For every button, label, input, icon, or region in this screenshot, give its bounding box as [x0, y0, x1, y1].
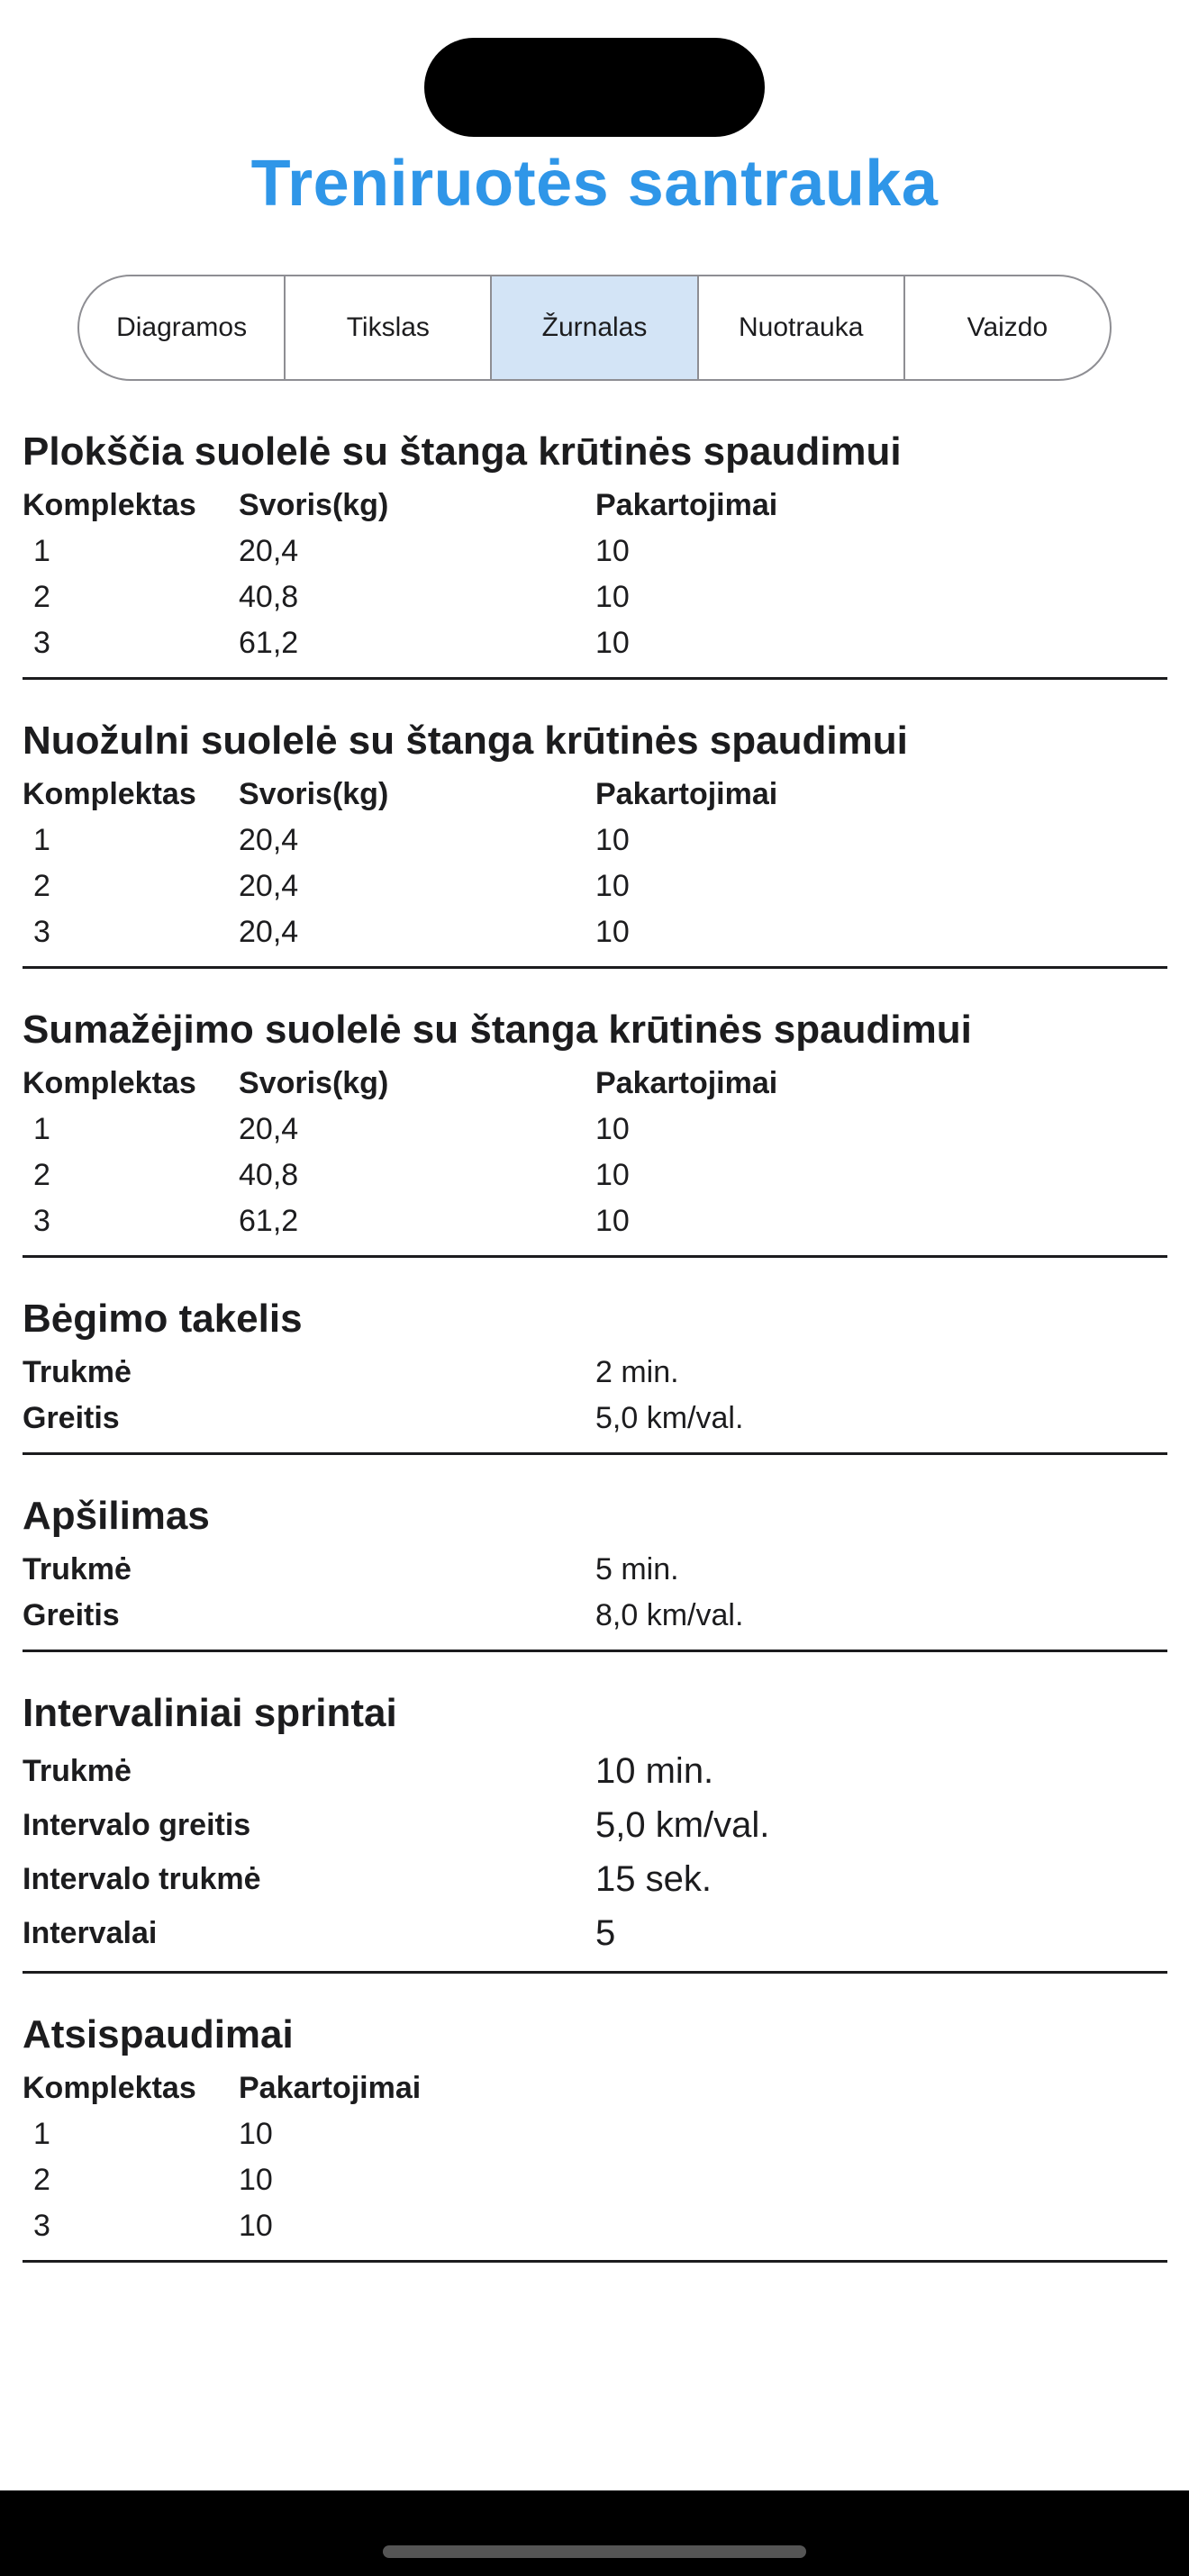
column-header-weight: Svoris(kg) [239, 1066, 389, 1100]
set-number: 2 [33, 2163, 50, 2197]
column-header-reps: Pakartojimai [595, 1066, 778, 1100]
set-weight: 61,2 [239, 1204, 299, 1238]
exercise-section-interval-sprints [23, 1685, 1167, 1974]
exercise-title: Plokščia suolelė su štanga krūtinės spaudimui [23, 429, 902, 474]
set-weight: 20,4 [239, 534, 299, 568]
column-header-set: Komplektas [23, 488, 196, 522]
exercise-title: Nuožulni suolelė su štanga krūtinės spaudimui [23, 719, 908, 763]
tab-photo[interactable]: Nuotrauka [697, 276, 903, 379]
table-row [23, 863, 1167, 909]
interval-speed-row [23, 1798, 1167, 1852]
column-header-set: Komplektas [23, 777, 196, 811]
table-row [23, 2157, 1167, 2203]
exercise-title: Atsispaudimai [23, 2012, 294, 2056]
set-weight: 20,4 [239, 1112, 299, 1146]
table-row [23, 574, 1167, 620]
column-header-set: Komplektas [23, 2071, 196, 2105]
set-number: 3 [33, 2209, 50, 2243]
speed-row [23, 1593, 1167, 1639]
table-row [23, 2111, 1167, 2157]
set-number: 2 [33, 869, 50, 903]
table-row [23, 529, 1167, 574]
set-weight: 40,8 [239, 580, 299, 614]
duration-row [23, 1350, 1167, 1396]
set-reps: 10 [239, 2117, 273, 2151]
tab-segmented-control [77, 275, 1112, 381]
exercise-title: Sumažėjimo suolelė su štanga krūtinės spaudimui [23, 1008, 972, 1052]
set-number: 1 [33, 534, 50, 568]
table-header [23, 1061, 1167, 1107]
table-header [23, 483, 1167, 529]
exercise-section-decline-bench [23, 1001, 1167, 1258]
tab-journal[interactable]: Žurnalas [490, 276, 696, 379]
column-header-set: Komplektas [23, 1066, 196, 1100]
set-number: 3 [33, 915, 50, 949]
table-row [23, 1152, 1167, 1198]
tab-goal[interactable]: Tikslas [284, 276, 490, 379]
duration-label: Trukmė [23, 1355, 132, 1389]
exercise-section-warmup [23, 1487, 1167, 1652]
exercise-title: Apšilimas [23, 1494, 210, 1538]
exercise-section-pushups [23, 2006, 1167, 2263]
table-row [23, 909, 1167, 955]
set-number: 1 [33, 2117, 50, 2151]
column-header-weight: Svoris(kg) [239, 777, 389, 811]
exercise-section-treadmill [23, 1290, 1167, 1455]
set-weight: 61,2 [239, 626, 299, 660]
table-row [23, 818, 1167, 863]
page-title: Treniruotės santrauka [250, 148, 939, 220]
table-row [23, 2203, 1167, 2249]
exercise-section-incline-bench [23, 712, 1167, 969]
set-reps: 10 [595, 1204, 630, 1238]
set-reps: 10 [595, 534, 630, 568]
set-reps: 10 [595, 823, 630, 857]
set-weight: 20,4 [239, 915, 299, 949]
interval-duration-label: Intervalo trukmė [23, 1861, 261, 1896]
dynamic-island [424, 38, 765, 137]
set-reps: 10 [595, 1112, 630, 1146]
interval-speed-label: Intervalo greitis [23, 1807, 251, 1842]
journal-content [23, 423, 1167, 2295]
set-number: 1 [33, 823, 50, 857]
set-weight: 40,8 [239, 1158, 299, 1192]
set-reps: 10 [239, 2163, 273, 2197]
interval-duration-value: 15 sek. [595, 1858, 712, 1899]
set-weight: 20,4 [239, 823, 299, 857]
set-reps: 10 [595, 626, 630, 660]
set-reps: 10 [595, 580, 630, 614]
home-indicator[interactable] [383, 2545, 806, 2558]
interval-speed-value: 5,0 km/val. [595, 1804, 770, 1845]
intervals-row [23, 1906, 1167, 1960]
set-reps: 10 [595, 869, 630, 903]
exercise-title: Intervaliniai sprintai [23, 1691, 397, 1735]
table-header [23, 772, 1167, 818]
speed-label: Greitis [23, 1401, 120, 1435]
set-number: 1 [33, 1112, 50, 1146]
table-header [23, 2065, 1167, 2111]
set-number: 2 [33, 1158, 50, 1192]
table-row [23, 1198, 1167, 1244]
duration-label: Trukmė [23, 1753, 132, 1788]
set-number: 3 [33, 626, 50, 660]
set-reps: 10 [595, 915, 630, 949]
duration-value: 5 min. [595, 1552, 679, 1586]
set-number: 2 [33, 580, 50, 614]
set-reps: 10 [239, 2209, 273, 2243]
speed-label: Greitis [23, 1598, 120, 1632]
intervals-label: Intervalai [23, 1915, 158, 1950]
column-header-reps: Pakartojimai [239, 2071, 422, 2105]
duration-value: 10 min. [595, 1750, 714, 1791]
speed-value: 5,0 km/val. [595, 1401, 744, 1435]
table-row [23, 1107, 1167, 1152]
set-weight: 20,4 [239, 869, 299, 903]
column-header-reps: Pakartojimai [595, 488, 778, 522]
table-row [23, 620, 1167, 666]
set-number: 3 [33, 1204, 50, 1238]
duration-value: 2 min. [595, 1355, 679, 1389]
tab-video[interactable]: Vaizdo [903, 276, 1110, 379]
duration-row [23, 1744, 1167, 1798]
interval-duration-row [23, 1852, 1167, 1906]
column-header-reps: Pakartojimai [595, 777, 778, 811]
bottom-bar [0, 2490, 1189, 2576]
set-reps: 10 [595, 1158, 630, 1192]
speed-value: 8,0 km/val. [595, 1598, 744, 1632]
speed-row [23, 1396, 1167, 1442]
exercise-section-flat-bench [23, 423, 1167, 680]
intervals-value: 5 [595, 1912, 616, 1953]
exercise-title: Bėgimo takelis [23, 1297, 303, 1341]
duration-label: Trukmė [23, 1552, 132, 1586]
duration-row [23, 1547, 1167, 1593]
column-header-weight: Svoris(kg) [239, 488, 389, 522]
tab-diagrams[interactable]: Diagramos [116, 312, 248, 342]
